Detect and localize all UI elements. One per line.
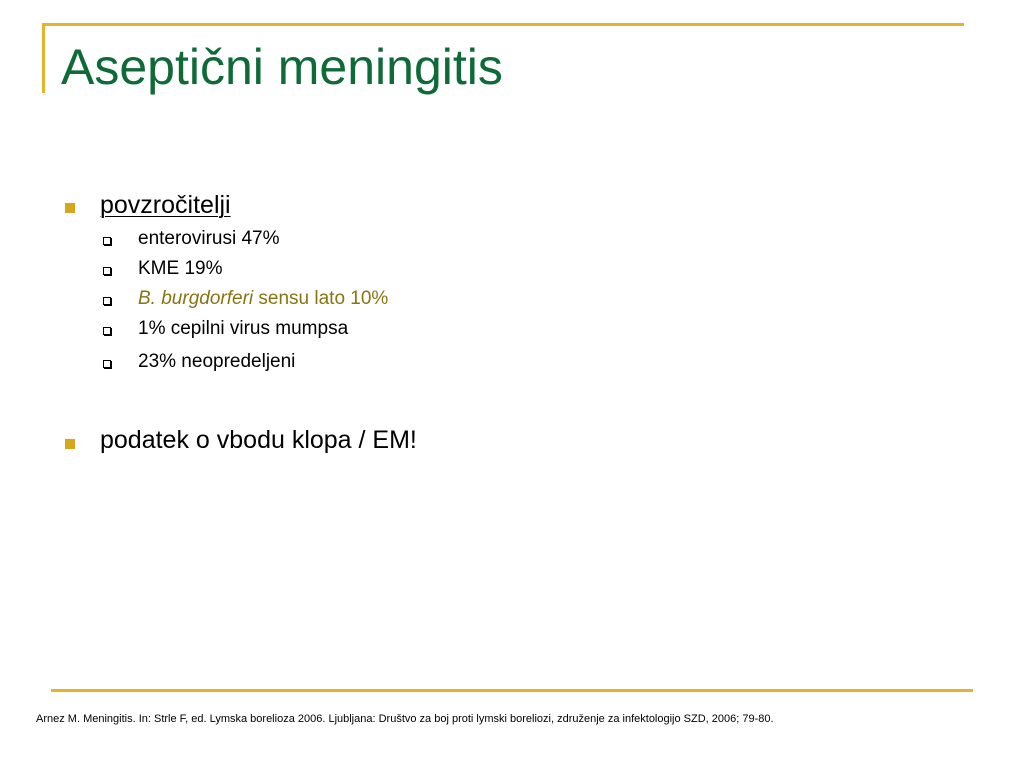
footer-rule — [51, 689, 973, 692]
subitem-borrelia-rest: sensu lato 10% — [253, 288, 389, 309]
hollow-square-bullet-icon — [103, 237, 111, 245]
hollow-square-bullet-icon — [103, 360, 111, 368]
slide-title: Aseptični meningitis — [61, 39, 503, 95]
subitem-borrelia — [138, 288, 388, 311]
bullet-tick-bite: podatek o vbodu klopa / EM! — [100, 426, 417, 454]
hollow-square-bullet-icon — [103, 297, 111, 305]
hollow-square-bullet-icon — [103, 267, 111, 275]
subitem-enteroviruses: enterovirusi 47% — [138, 228, 280, 249]
bullet-causative-agents: povzročitelji — [100, 191, 231, 219]
square-bullet-icon — [65, 439, 75, 449]
subitem-undetermined: 23% neopredeljeni — [138, 351, 296, 372]
subitem-borrelia-species: B. burgdorferi — [138, 288, 254, 309]
footer-reference: Arnez M. Meningitis. In: Strle F, ed. Lymska borelioza 2006. Ljubljana: Društvo za boj proti lymski boreliozi, združenje za infektologijo SZD, 2006; 79-80. — [36, 713, 774, 725]
subitem-mumps-vaccine: 1% cepilni virus mumpsa — [138, 318, 349, 339]
square-bullet-icon — [65, 203, 75, 213]
subitem-kme: KME 19% — [138, 258, 223, 279]
hollow-square-bullet-icon — [103, 327, 111, 335]
